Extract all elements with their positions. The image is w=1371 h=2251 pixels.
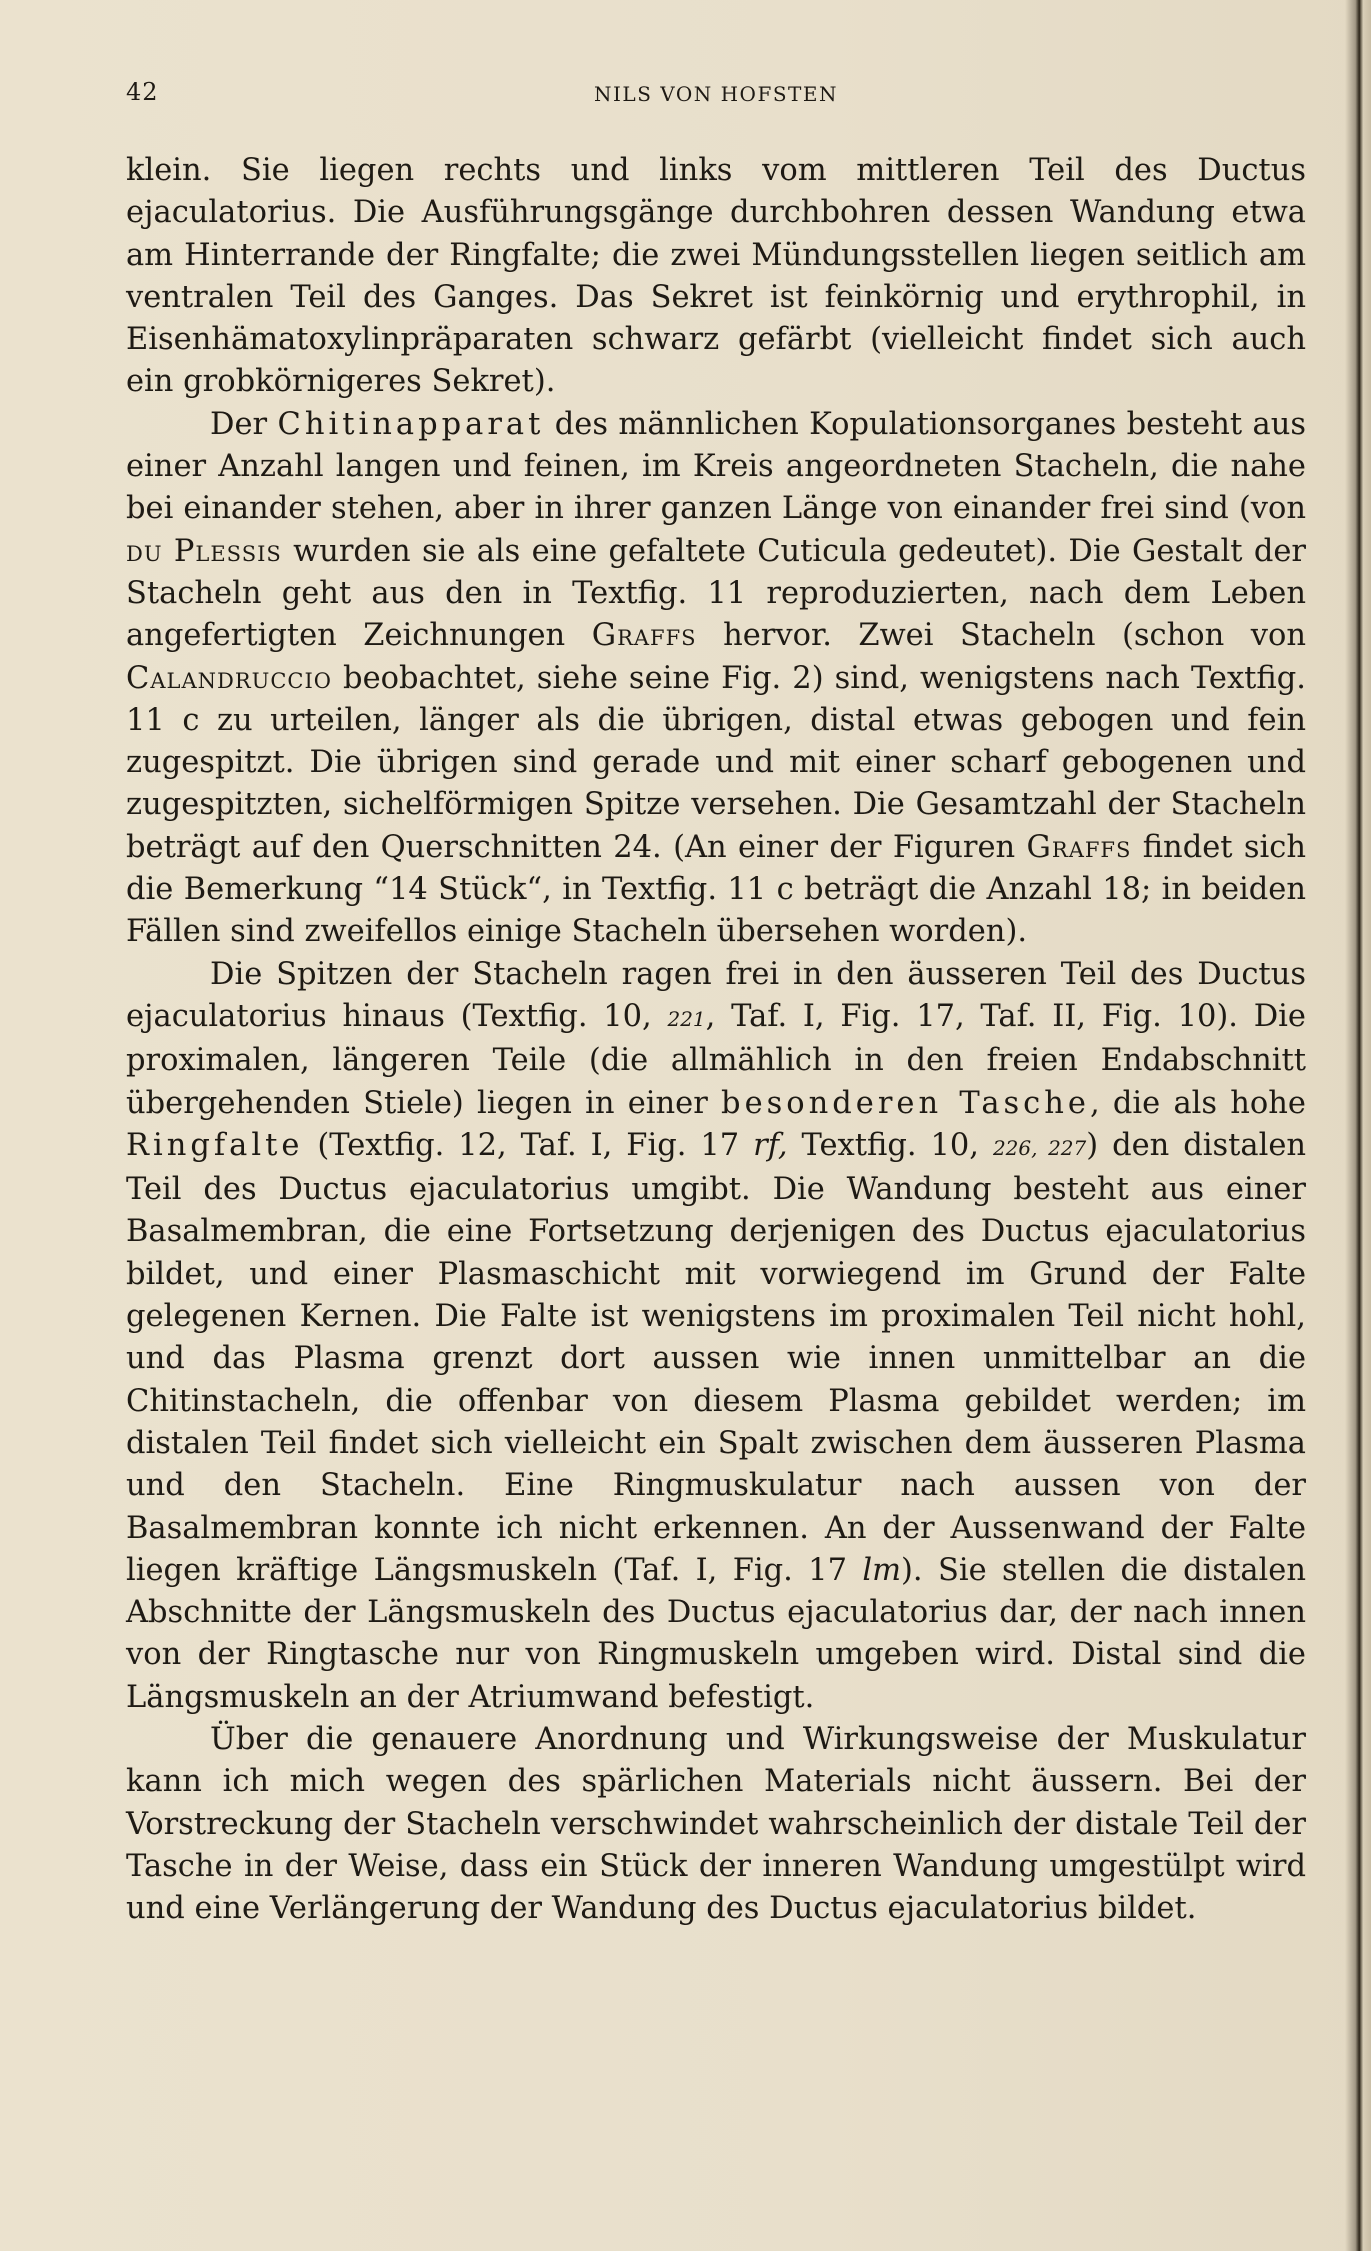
figure-label-lm: lm xyxy=(862,1552,902,1588)
emphasis-ringfalte: Ringfalte xyxy=(126,1127,304,1163)
author-graffs: Graffs xyxy=(1026,829,1132,865)
paragraph-3: Die Spitzen der Stacheln ragen frei in den äusseren Teil des Ductus ejaculatorius hinaus (Textfig. 10, 221, Taf. I, Fig. 17, Taf. II, Fig. 10). Die proximalen, längeren Teile (die allmählich in den freien Endabschnitt übergehenden Stiele) liegen in einer besonderen Tasche, die als hohe Ringfalte (Textfig. 12, Taf. I, Fig. 17 rf, Textfig. 10, 226, 227) den distalen Teil des Ductus ejaculatorius umgibt. Die Wandung besteht aus einer Basalmembran, die eine Fortsetzung derjenigen des Ductus ejaculatorius bildet, und einer Plasmaschicht mit vorwiegend im Grund der Falte gelegenen Kernen. Die Falte ist wenigstens im proximalen Teil nicht hohl, und das Plasma grenzt dort aussen wie innen unmittelbar an die Chitinstacheln, die offenbar von diesem Plasma gebildet werden; im distalen Teil findet sich vielleicht ein Spalt zwischen dem äusseren Plasma und den Stacheln. Eine Ringmuskulatur nach aussen von der Basalmembran konnte ich nicht erkennen. An der Aussenwand der Falte liegen kräftige Längsmuskeln (Taf. I, Fig. 17 lm). Sie stellen die distalen Abschnitte der Längsmuskeln des Ductus ejaculatorius dar, der nach innen von der Ringtasche nur von Ringmuskeln umgeben wird. Distal sind die Längsmuskeln an der Atriumwand befestigt. xyxy=(126,956,1307,1715)
running-head: NILS VON HOFSTEN xyxy=(594,82,838,106)
figure-ref: 226, 227 xyxy=(992,1135,1087,1160)
emphasis-chitinapparat: Chitinapparat xyxy=(277,406,545,442)
page-number: 42 xyxy=(126,78,159,106)
paragraph-1: klein. Sie liegen rechts und links vom mittleren Teil des Ductus ejaculatorius. Die Ausführungsgänge durchbohren dessen Wandung etwa am Hinterrande der Ringfalte; die zwei Mündungsstellen liegen seitlich am ventralen Teil des Ganges. Das Sekret ist feinkörnig und erythrophil, in Eisenhämatoxylinpräparaten schwarz gefärbt (vielleicht findet sich auch ein grobkörnigeres Sekret). xyxy=(126,153,1306,400)
page-edge-shadow xyxy=(1345,0,1371,2251)
page-header xyxy=(126,78,1306,114)
paragraph-2: Der Chitinapparat des männlichen Kopulationsorganes besteht aus einer Anzahl langen und feinen, im Kreis angeordneten Stacheln, die nahe bei einander stehen, aber in ihrer ganzen Länge von einander frei sind (von du Plessis wurden sie als eine gefaltete Cuticula gedeutet). Die Gestalt der Stacheln geht aus den in Textfig. 11 reproduzierten, nach dem Leben angefertigten Zeichnungen Graffs hervor. Zwei Stacheln (schon von Calandruccio beobachtet, siehe seine Fig. 2) sind, wenigstens nach Textfig. 11 c zu urteilen, länger als die übrigen, distal etwas gebogen und fein zugespitzt. Die übrigen sind gerade und mit einer scharf gebogenen und zugespitzten, sichelförmigen Spitze versehen. Die Gesamtzahl der Stacheln beträgt auf den Querschnitten 24. (An einer der Figuren Graffs findet sich die Bemerkung “14 Stück“, in Textfig. 11 c beträgt die Anzahl 18; in beiden Fällen sind zweifellos einige Stacheln übersehen worden). xyxy=(126,406,1307,950)
paragraph-4: Über die genauere Anordnung und Wirkungsweise der Muskulatur kann ich mich wegen des spärlichen Materials nicht äussern. Bei der Vorstreckung der Stacheln verschwindet wahrscheinlich der distale Teil der Tasche in der Weise, dass ein Stück der inneren Wandung umgestülpt wird und eine Verlängerung der Wandung des Ductus ejaculatorius bildet. xyxy=(126,1721,1306,1927)
author-calandruccio: Calandruccio xyxy=(126,660,332,696)
emphasis-tasche: besonderen Tasche xyxy=(721,1085,1090,1121)
author-du: du xyxy=(126,533,163,569)
figure-ref: 221 xyxy=(667,1006,706,1031)
author-graffs: Graffs xyxy=(591,618,697,654)
figure-label-rf: rf, xyxy=(753,1127,788,1163)
body-text xyxy=(126,150,1306,1930)
author-plessis: Plessis xyxy=(173,533,282,569)
